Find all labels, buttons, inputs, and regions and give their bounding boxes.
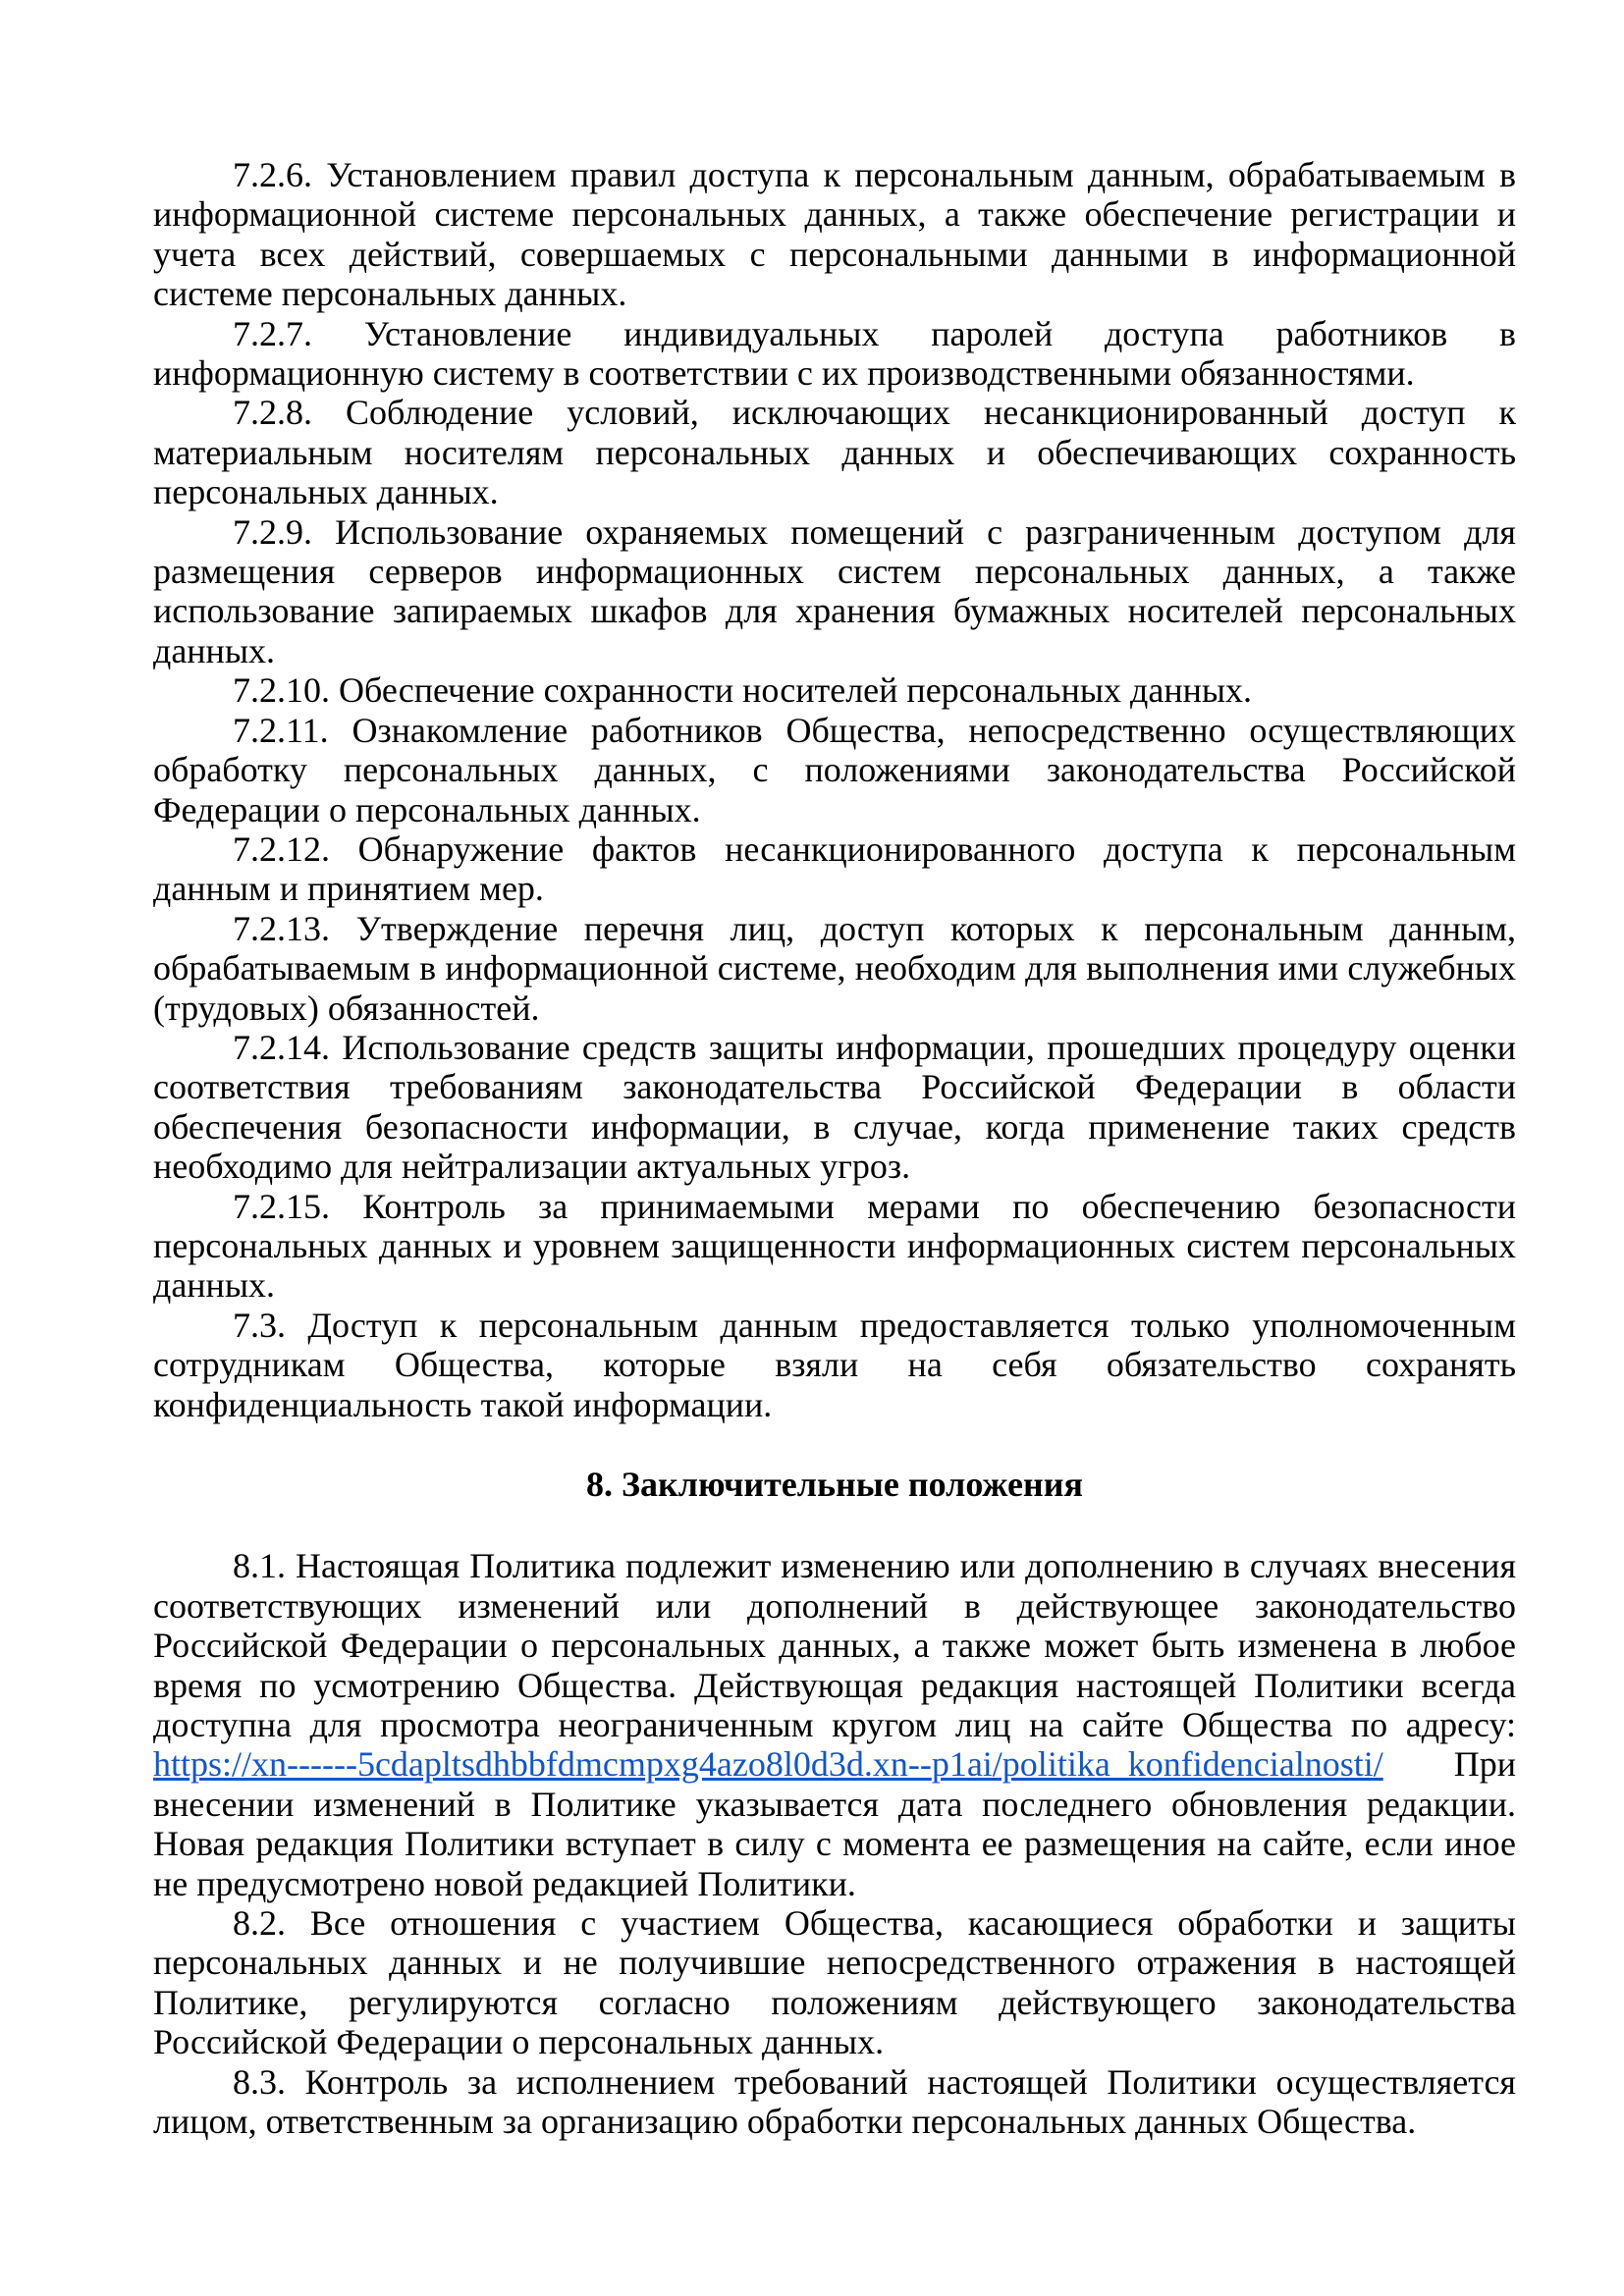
paragraph-7-2-6: 7.2.6. Установлением правил доступа к персональным данным, обрабатываемым в информационной системе персональных данных, а также обеспечение регистрации и учета всех действий, совершаемых с персональными данными в информационной системе персональных данных.	[153, 155, 1516, 314]
policy-url-part-2: p1ai/politika_konfidencialnosti/	[931, 1744, 1383, 1785]
paragraph-7-2-9: 7.2.9. Использование охраняемых помещений с разграниченным доступом для размещения серверов информационных систем персональных данных, а также использование запираемых шкафов для хранения бумажных носителей персональных данных.	[153, 511, 1516, 670]
paragraph-7-2-12: 7.2.12. Обнаружение фактов несанкционированного доступа к персональным данным и принятием мер.	[153, 828, 1516, 909]
paragraph-7-2-13: 7.2.13. Утверждение перечня лиц, доступ которых к персональным данным, обрабатываемым в информационной системе, необходим для выполнения ими служебных (трудовых) обязанностей.	[153, 908, 1516, 1028]
paragraph-7-2-7: 7.2.7. Установление индивидуальных паролей доступа работников в информационную систему в соответствии с их производственными обязанностями.	[153, 313, 1516, 394]
paragraph-8-2: 8.2. Все отношения с участием Общества, касающиеся обработки и защиты персональных данных и не получившие непосредственного отражения в настоящей Политике, регулируются согласно положениям действующего законодательства Российской Федерации о персональных данных.	[153, 1903, 1516, 2062]
paragraph-8-1-text-after-link: При внесении изменений в Политике указывается дата последнего обновления редакции. Новая редакция Политики вступает в силу с момента ее размещения на сайте, если иное не предусмотрено новой редакцией Политики.	[153, 1744, 1516, 1903]
paragraph-7-3: 7.3. Доступ к персональным данным предоставляется только уполномоченным сотрудникам Общества, которые взяли на себя обязательство сохранять конфиденциальность такой информации.	[153, 1305, 1516, 1424]
paragraph-8-3: 8.3. Контроль за исполнением требований настоящей Политики осуществляется лицом, ответственным за организацию обработки персональных данных Общества.	[153, 2061, 1516, 2142]
paragraph-7-2-11: 7.2.11. Ознакомление работников Общества, непосредственно осуществляющих обработку персональных данных, с положениями законодательства Российской Федерации о персональных данных.	[153, 710, 1516, 829]
paragraph-8-1-text-before-link: 8.1. Настоящая Политика подлежит изменению или дополнению в случаях внесения соответствующих изменений или дополнений в действующее законодательство Российской Федерации о персональных данных, а также может быть изменена в любое время по усмотрению Общества. Действующая редакция настоящей Политики всегда доступна для просмотра неограниченным кругом лиц на сайте Общества по адресу:	[153, 1546, 1516, 1745]
policy-url-part-1: https://xn------5cdapltsdhbbfdmcmpxg4azo8l0d3d.xn--	[153, 1744, 932, 1785]
paragraph-7-2-15: 7.2.15. Контроль за принимаемыми мерами по обеспечению безопасности персональных данных и уровнем защищенности информационных систем персональных данных.	[153, 1186, 1516, 1306]
section-8-heading: 8. Заключительные положения	[586, 1465, 1083, 1504]
paragraph-7-2-10: 7.2.10. Обеспечение сохранности носителей персональных данных.	[233, 670, 1253, 711]
paragraph-8-1	[153, 1546, 1516, 1903]
paragraph-7-2-8: 7.2.8. Соблюдение условий, исключающих несанкционированный доступ к материальным носителям персональных данных и обеспечивающих сохранность персональных данных.	[153, 393, 1516, 512]
paragraph-7-2-14: 7.2.14. Использование средств защиты информации, прошедших процедуру оценки соответствия требованиям законодательства Российской Федерации в области обеспечения безопасности информации, в случае, когда применение таких средств необходимо для нейтрализации актуальных угроз.	[153, 1027, 1516, 1187]
policy-url-link[interactable]	[153, 1744, 1383, 1784]
document-page	[153, 155, 1516, 2142]
